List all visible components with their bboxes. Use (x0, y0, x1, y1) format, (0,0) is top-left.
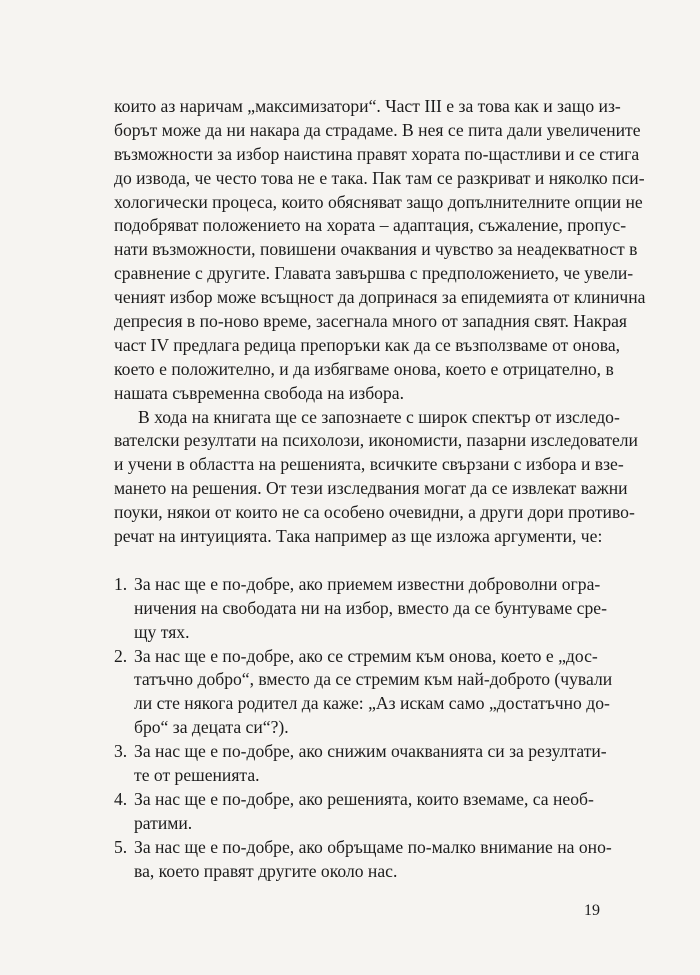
list-item-line: ва, което правят другите около нас. (134, 860, 398, 881)
list-item-line: щу тях. (134, 621, 190, 642)
list-item-line: За нас ще е по-добре, ако обръщаме по-малко внимание на оно- (134, 836, 612, 857)
list-item-line: ничения на свободата ни на избор, вместо да се бунтуваме сре- (134, 597, 607, 618)
paragraph-2-line: мането на решения. От тези изследвания могат да се извлекат важни (114, 478, 628, 499)
paragraph-1-line: до извода, че често това не е така. Пак там се разкриват и няколко пси- (114, 167, 645, 188)
list-item-number: 5. (114, 836, 128, 857)
paragraph-2-line: поуки, някои от които не са особено очевидни, а други дори противо- (114, 502, 635, 523)
list-item-line: За нас ще е по-добре, ако се стремим към онова, което е „дос- (134, 645, 598, 666)
list-item-line: бро“ за децата си“?). (134, 717, 289, 738)
list-item-line: те от решенията. (134, 765, 260, 786)
paragraph-1-line: нати възможности, повишени очаквания и чувство за неадекватност в (114, 239, 638, 260)
list-item-text (134, 740, 607, 788)
paragraph-1-line: депресия в по-ново време, засегнала много от западния свят. Накрая (114, 311, 628, 332)
list-item-line: За нас ще е по-добре, ако приемем известни доброволни огра- (134, 573, 601, 594)
list-item-line: За нас ще е по-добре, ако решенията, които вземаме, са необ- (134, 788, 594, 809)
paragraph-1-line: борът може да ни накара да страдаме. В нея се пита дали увеличените (114, 119, 641, 140)
paragraph-2 (114, 406, 638, 549)
paragraph-1-line: част IV предлага редица препоръки как да се възползваме от онова, (114, 334, 621, 355)
list-item (114, 836, 612, 884)
paragraph-2-line: В хода на книгата ще се запознаете с широк спектър от изследо- (138, 406, 620, 427)
list-item-number: 2. (114, 645, 128, 666)
paragraph-1-line: хологически процеса, които обясняват защо допълнителните опции не (114, 191, 643, 212)
paragraph-1-line: които аз наричам „максимизатори“. Част III е за това как и защо из- (114, 96, 621, 116)
list-item-line: ратими. (134, 812, 193, 833)
list-item-text (134, 788, 594, 836)
paragraph-2-line: речат на интуицията. Така например аз ще изложа аргументи, че: (114, 526, 603, 547)
list-item (114, 788, 594, 836)
list-item-text (134, 573, 607, 645)
list-item-line: татъчно добро“, вместо да се стремим към най-доброто (чували (134, 669, 613, 690)
list-item-line: ли сте някога родител да каже: „Аз искам само „достатъчно до- (134, 693, 610, 714)
list-item-text (134, 836, 612, 884)
paragraph-1-line: подобряват положението на хората – адаптация, съжаление, пропус- (114, 215, 627, 236)
paragraph-1-line: ченият избор може всъщност да допринася за епидемията от клинична (114, 287, 646, 308)
body-text (114, 95, 646, 884)
paragraph-1 (114, 95, 646, 406)
list-item-number: 3. (114, 741, 128, 762)
list-item (114, 645, 613, 741)
paragraph-2-line: и учени в областта на решенията, всичките свързани с избора и взе- (114, 454, 624, 475)
numbered-list (114, 573, 613, 884)
paragraph-2-line: вателски резултати на психолози, икономисти, пазарни изследователи (114, 430, 638, 451)
paragraph-1-line: сравнение с другите. Главата завършва с предположението, че увели- (114, 263, 634, 284)
page-number: 19 (584, 902, 600, 919)
list-item (114, 740, 607, 788)
list-item (114, 573, 607, 645)
list-item-line: За нас ще е по-добре, ако снижим очакванията си за резултати- (134, 741, 607, 762)
list-item-number: 1. (114, 573, 128, 594)
list-item-text (134, 645, 613, 741)
list-item-number: 4. (114, 788, 128, 809)
paragraph-1-line: нашата съвременна свобода на избора. (114, 382, 404, 403)
paragraph-1-line: което е положително, и да избягваме онова, което е отрицателно, в (114, 358, 614, 379)
paragraph-1-line: възможности за избор наистина правят хората по-щастливи и се стига (114, 143, 640, 164)
